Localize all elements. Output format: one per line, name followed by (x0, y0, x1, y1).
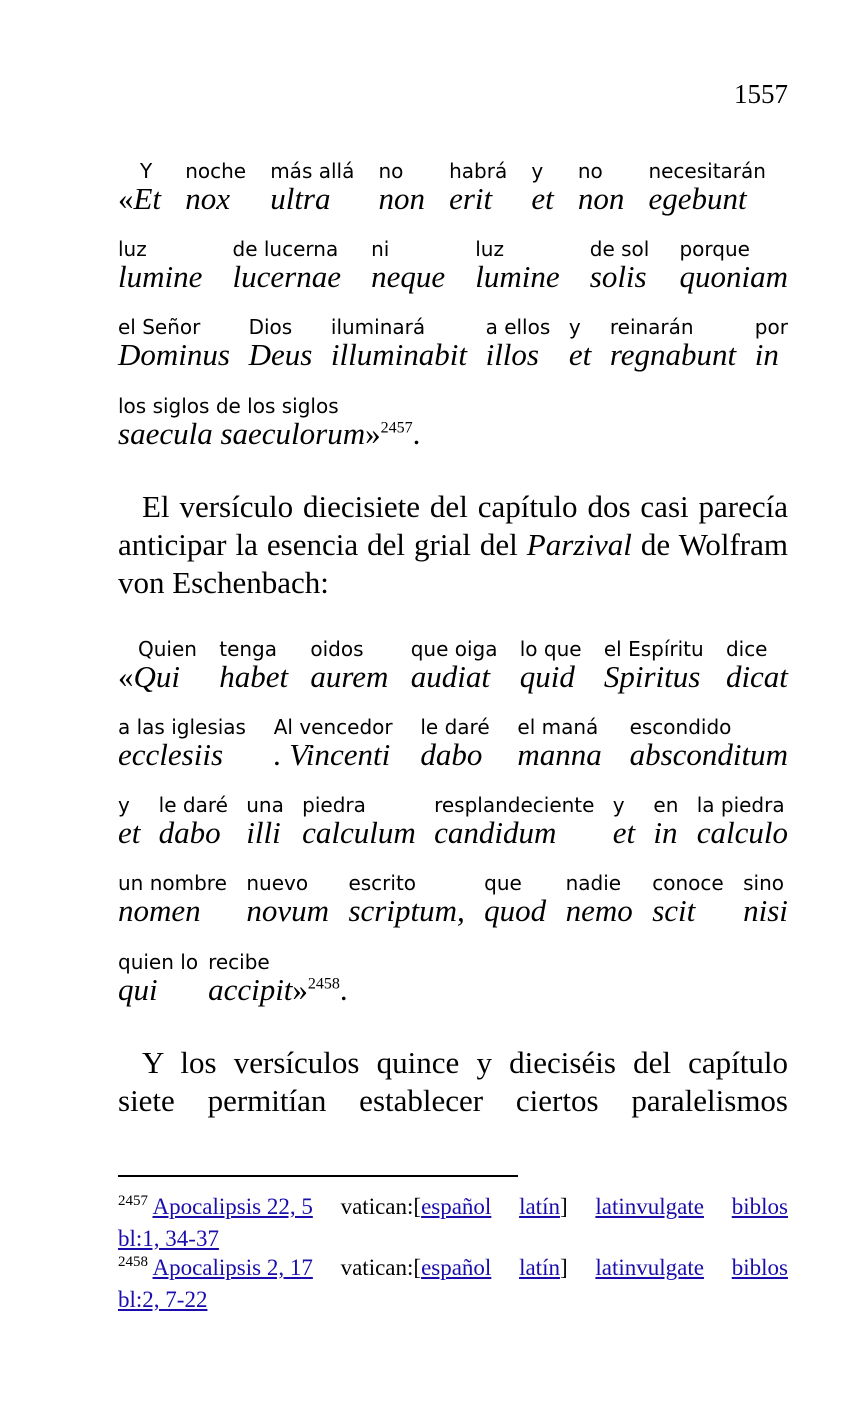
gloss: un nombre (118, 871, 227, 895)
latin-word: lumine (475, 259, 560, 294)
interlinear-word (648, 160, 766, 216)
interlinear-word (118, 794, 140, 850)
gloss: de sol (589, 237, 650, 261)
interlinear-word (520, 638, 582, 694)
latin-word: habet (219, 659, 289, 694)
quote-line (118, 238, 788, 294)
latin-link[interactable]: latín (519, 1255, 560, 1280)
interlinear-word (531, 160, 553, 216)
gloss: los siglos de los siglos (118, 394, 339, 418)
gloss: el maná (517, 715, 599, 739)
latin-word: quid (519, 659, 575, 694)
footnote (118, 1192, 788, 1253)
paragraph-text: El versículo diecisiete del capítulo dos casi parecía anticipar la esencia del grial del (118, 489, 788, 562)
footnote-ref: 2457 (380, 419, 413, 437)
quote-line (118, 395, 788, 451)
latin-word: et (568, 337, 592, 372)
latinvulgate-link[interactable]: latinvulgate (595, 1255, 704, 1280)
interlinear-word (434, 794, 594, 850)
gloss: iluminará (330, 315, 426, 339)
interlinear-word (420, 716, 489, 772)
bracket-close: ] (559, 1255, 568, 1280)
latin-word: solis (589, 259, 647, 294)
latin-word: Et (133, 181, 162, 216)
latin-word: erit (449, 181, 493, 216)
gloss: le daré (158, 793, 228, 817)
latinvulgate-link[interactable]: latinvulgate (595, 1194, 704, 1219)
interlinear-word (755, 316, 788, 372)
emphasis-title: Parzival (526, 527, 632, 562)
latin-word: Spiritus (603, 659, 701, 694)
latin-word: aurem (310, 659, 389, 694)
interlinear-word (653, 794, 678, 850)
gloss: luz (475, 237, 504, 261)
footnote (118, 1253, 788, 1314)
latin-word: egebunt (648, 181, 747, 216)
gloss: necesitarán (648, 159, 766, 183)
interlinear-word (517, 716, 601, 772)
gloss: Quien (138, 637, 197, 661)
interlinear-word (743, 872, 788, 928)
gloss: Al vencedor (273, 715, 393, 739)
latin-word: Deus (248, 337, 313, 372)
gloss: y (568, 315, 581, 339)
spanish-link[interactable]: español (421, 1194, 492, 1219)
quote-line (118, 716, 788, 772)
latin-word: nox (185, 181, 230, 216)
biblos-link[interactable]: biblos (731, 1255, 788, 1280)
gloss: piedra (302, 793, 366, 817)
latin-word: in (653, 815, 678, 850)
interlinear-word (118, 872, 227, 928)
interlinear-word (270, 160, 354, 216)
latin-word: non (577, 181, 625, 216)
biblos-link-continued[interactable]: bl:2, 7-22 (118, 1287, 208, 1312)
latin-word: illi (246, 815, 281, 850)
vatican-label: vatican:[español (340, 1255, 492, 1280)
latin-word: neque (371, 259, 446, 294)
gloss: por (754, 315, 788, 339)
reference-link[interactable]: Apocalipsis 2, 17 (152, 1255, 313, 1280)
latin-word: qui (118, 972, 158, 1007)
gloss: que (484, 871, 522, 895)
gloss: ni (371, 237, 390, 261)
end-punct: . (412, 416, 421, 451)
interlinear-word (679, 238, 788, 294)
latin-word: calculum (302, 815, 416, 850)
latin-word: scriptum, (348, 893, 465, 928)
reference-link[interactable]: Apocalipsis 22, 5 (152, 1194, 313, 1219)
gloss: tenga (219, 637, 278, 661)
gloss: conoce (652, 871, 724, 895)
interlinear-word (118, 638, 197, 694)
body-paragraph (118, 488, 788, 602)
interlinear-word (208, 951, 348, 1007)
close-quote: » (292, 972, 308, 1007)
gloss: el Señor (118, 315, 201, 339)
interlinear-word (185, 160, 246, 216)
latin-word: . Vincenti (273, 737, 391, 772)
latin-word: et (118, 815, 141, 850)
close-quote: » (365, 416, 381, 451)
interlinear-word (566, 872, 633, 928)
latin-word: dabo (420, 737, 483, 772)
interlinear-word (246, 794, 284, 850)
interlinear-word (449, 160, 507, 216)
gloss: y (612, 793, 625, 817)
latin-link[interactable]: latín (519, 1194, 560, 1219)
latin-word: regnabunt (609, 337, 737, 372)
quote-line (118, 951, 788, 1007)
gloss: oidos (310, 637, 364, 661)
gloss: resplandeciente (434, 793, 595, 817)
biblos-link[interactable]: biblos (731, 1194, 788, 1219)
paragraph-line: siete permitían establecer ciertos paralelismos (118, 1083, 788, 1118)
gloss: nadie (565, 871, 622, 895)
latin-word: absconditum (629, 737, 788, 772)
body-paragraph (118, 1044, 788, 1120)
interlinear-word (697, 794, 788, 850)
gloss: no (378, 159, 404, 183)
gloss: nuevo (246, 871, 309, 895)
gloss: porque (679, 237, 750, 261)
gloss: noche (185, 159, 247, 183)
interlinear-word (302, 794, 416, 850)
latin-word: nomen (118, 893, 201, 928)
gloss: y (118, 793, 130, 817)
gloss: sino (743, 871, 785, 895)
latin-word: Qui (133, 659, 180, 694)
latin-word: scit (652, 893, 696, 928)
gloss: recibe (208, 950, 270, 974)
gloss: y (531, 159, 544, 183)
gloss: habrá (449, 159, 508, 183)
gloss: Dios (248, 315, 293, 339)
interlinear-word (486, 316, 551, 372)
biblos-link-continued[interactable]: bl:1, 34-37 (118, 1226, 219, 1251)
vatican-label: vatican:[español (340, 1194, 492, 1219)
interlinear-word (331, 316, 467, 372)
gloss: a las iglesias (118, 715, 246, 739)
footnote-number: 2457 (118, 1193, 148, 1209)
latin-word: illuminabit (330, 337, 467, 372)
latin-word: ultra (270, 181, 331, 216)
interlinear-word (246, 872, 329, 928)
latin-word: dabo (158, 815, 221, 850)
gloss: el Espíritu (603, 637, 704, 661)
interlinear-word (590, 238, 650, 294)
interlinear-word (118, 160, 161, 216)
interlinear-word (475, 238, 559, 294)
spanish-link[interactable]: español (421, 1255, 492, 1280)
end-punct: . (339, 972, 348, 1007)
latin-word: accipit (208, 972, 293, 1007)
gloss: más allá (270, 159, 355, 183)
interlinear-word (484, 872, 546, 928)
gloss: no (577, 159, 603, 183)
gloss: escrito (348, 871, 417, 895)
latin-word: nisi (743, 893, 788, 928)
latin-word: lucernae (232, 259, 341, 294)
interlinear-word (274, 716, 393, 772)
latin-word: et (531, 181, 554, 216)
interlinear-word (578, 160, 625, 216)
latin-word: Dominus (118, 337, 230, 372)
interlinear-word (604, 638, 704, 694)
open-quote: « (118, 659, 134, 694)
gloss: en (653, 793, 679, 817)
interlinear-word (630, 716, 788, 772)
gloss: reinarán (609, 315, 694, 339)
gloss: le daré (420, 715, 490, 739)
interlinear-word (652, 872, 723, 928)
latin-word: in (754, 337, 779, 372)
latin-word: saecula saeculorum (118, 416, 366, 451)
interlinear-word (371, 238, 445, 294)
page-number: 1557 (734, 79, 788, 109)
latin-word: calculo (696, 815, 788, 850)
interlinear-word (610, 316, 736, 372)
latin-word: lumine (118, 259, 203, 294)
interlinear-word (159, 794, 228, 850)
latin-word: audiat (410, 659, 490, 694)
quote-line (118, 160, 788, 216)
footnote-number: 2458 (118, 1254, 148, 1270)
open-quote: « (118, 181, 134, 216)
interlinear-word (219, 638, 288, 694)
gloss: a ellos (485, 315, 551, 339)
interlinear-word (118, 395, 420, 451)
footnote-separator (118, 1175, 518, 1177)
latin-word: candidum (434, 815, 557, 850)
interlinear-word (569, 316, 591, 372)
latin-word: manna (517, 737, 602, 772)
latin-word: illos (485, 337, 539, 372)
quote-line (118, 638, 788, 694)
latin-word: non (378, 181, 425, 216)
latin-word: quoniam (679, 259, 788, 294)
interlinear-word (118, 238, 202, 294)
gloss: escondido (629, 715, 732, 739)
latin-word: nemo (565, 893, 633, 928)
gloss: Y (140, 159, 153, 183)
interlinear-word (233, 238, 341, 294)
interlinear-word (726, 638, 788, 694)
latin-word: ecclesiis (118, 737, 224, 772)
latin-word: dicat (725, 659, 788, 694)
interlinear-word (249, 316, 313, 372)
interlinear-word (118, 716, 246, 772)
footnote-ref: 2458 (307, 975, 340, 993)
gloss: luz (118, 237, 147, 261)
interlinear-word (411, 638, 498, 694)
paragraph-line: Y los versículos quince y dieciséis del capítulo (142, 1045, 788, 1080)
gloss: lo que (519, 637, 582, 661)
latin-word: et (612, 815, 636, 850)
quote-line (118, 316, 788, 372)
latin-word: novum (246, 893, 329, 928)
gloss: una (246, 793, 284, 817)
gloss: quien lo (118, 950, 199, 974)
latin-word: quod (484, 893, 547, 928)
paragraph-text: de Wolfram von Eschenbach: (118, 527, 788, 600)
interlinear-word (378, 160, 425, 216)
interlinear-word (348, 872, 464, 928)
gloss: que oiga (410, 637, 498, 661)
gloss: dice (725, 637, 768, 661)
quote-line (118, 794, 788, 850)
bracket-close: ] (559, 1194, 568, 1219)
interlinear-word (118, 951, 198, 1007)
quote-line (118, 872, 788, 928)
gloss: de lucerna (232, 237, 339, 261)
interlinear-word (613, 794, 635, 850)
interlinear-word (310, 638, 388, 694)
interlinear-word (118, 316, 230, 372)
gloss: la piedra (696, 793, 785, 817)
